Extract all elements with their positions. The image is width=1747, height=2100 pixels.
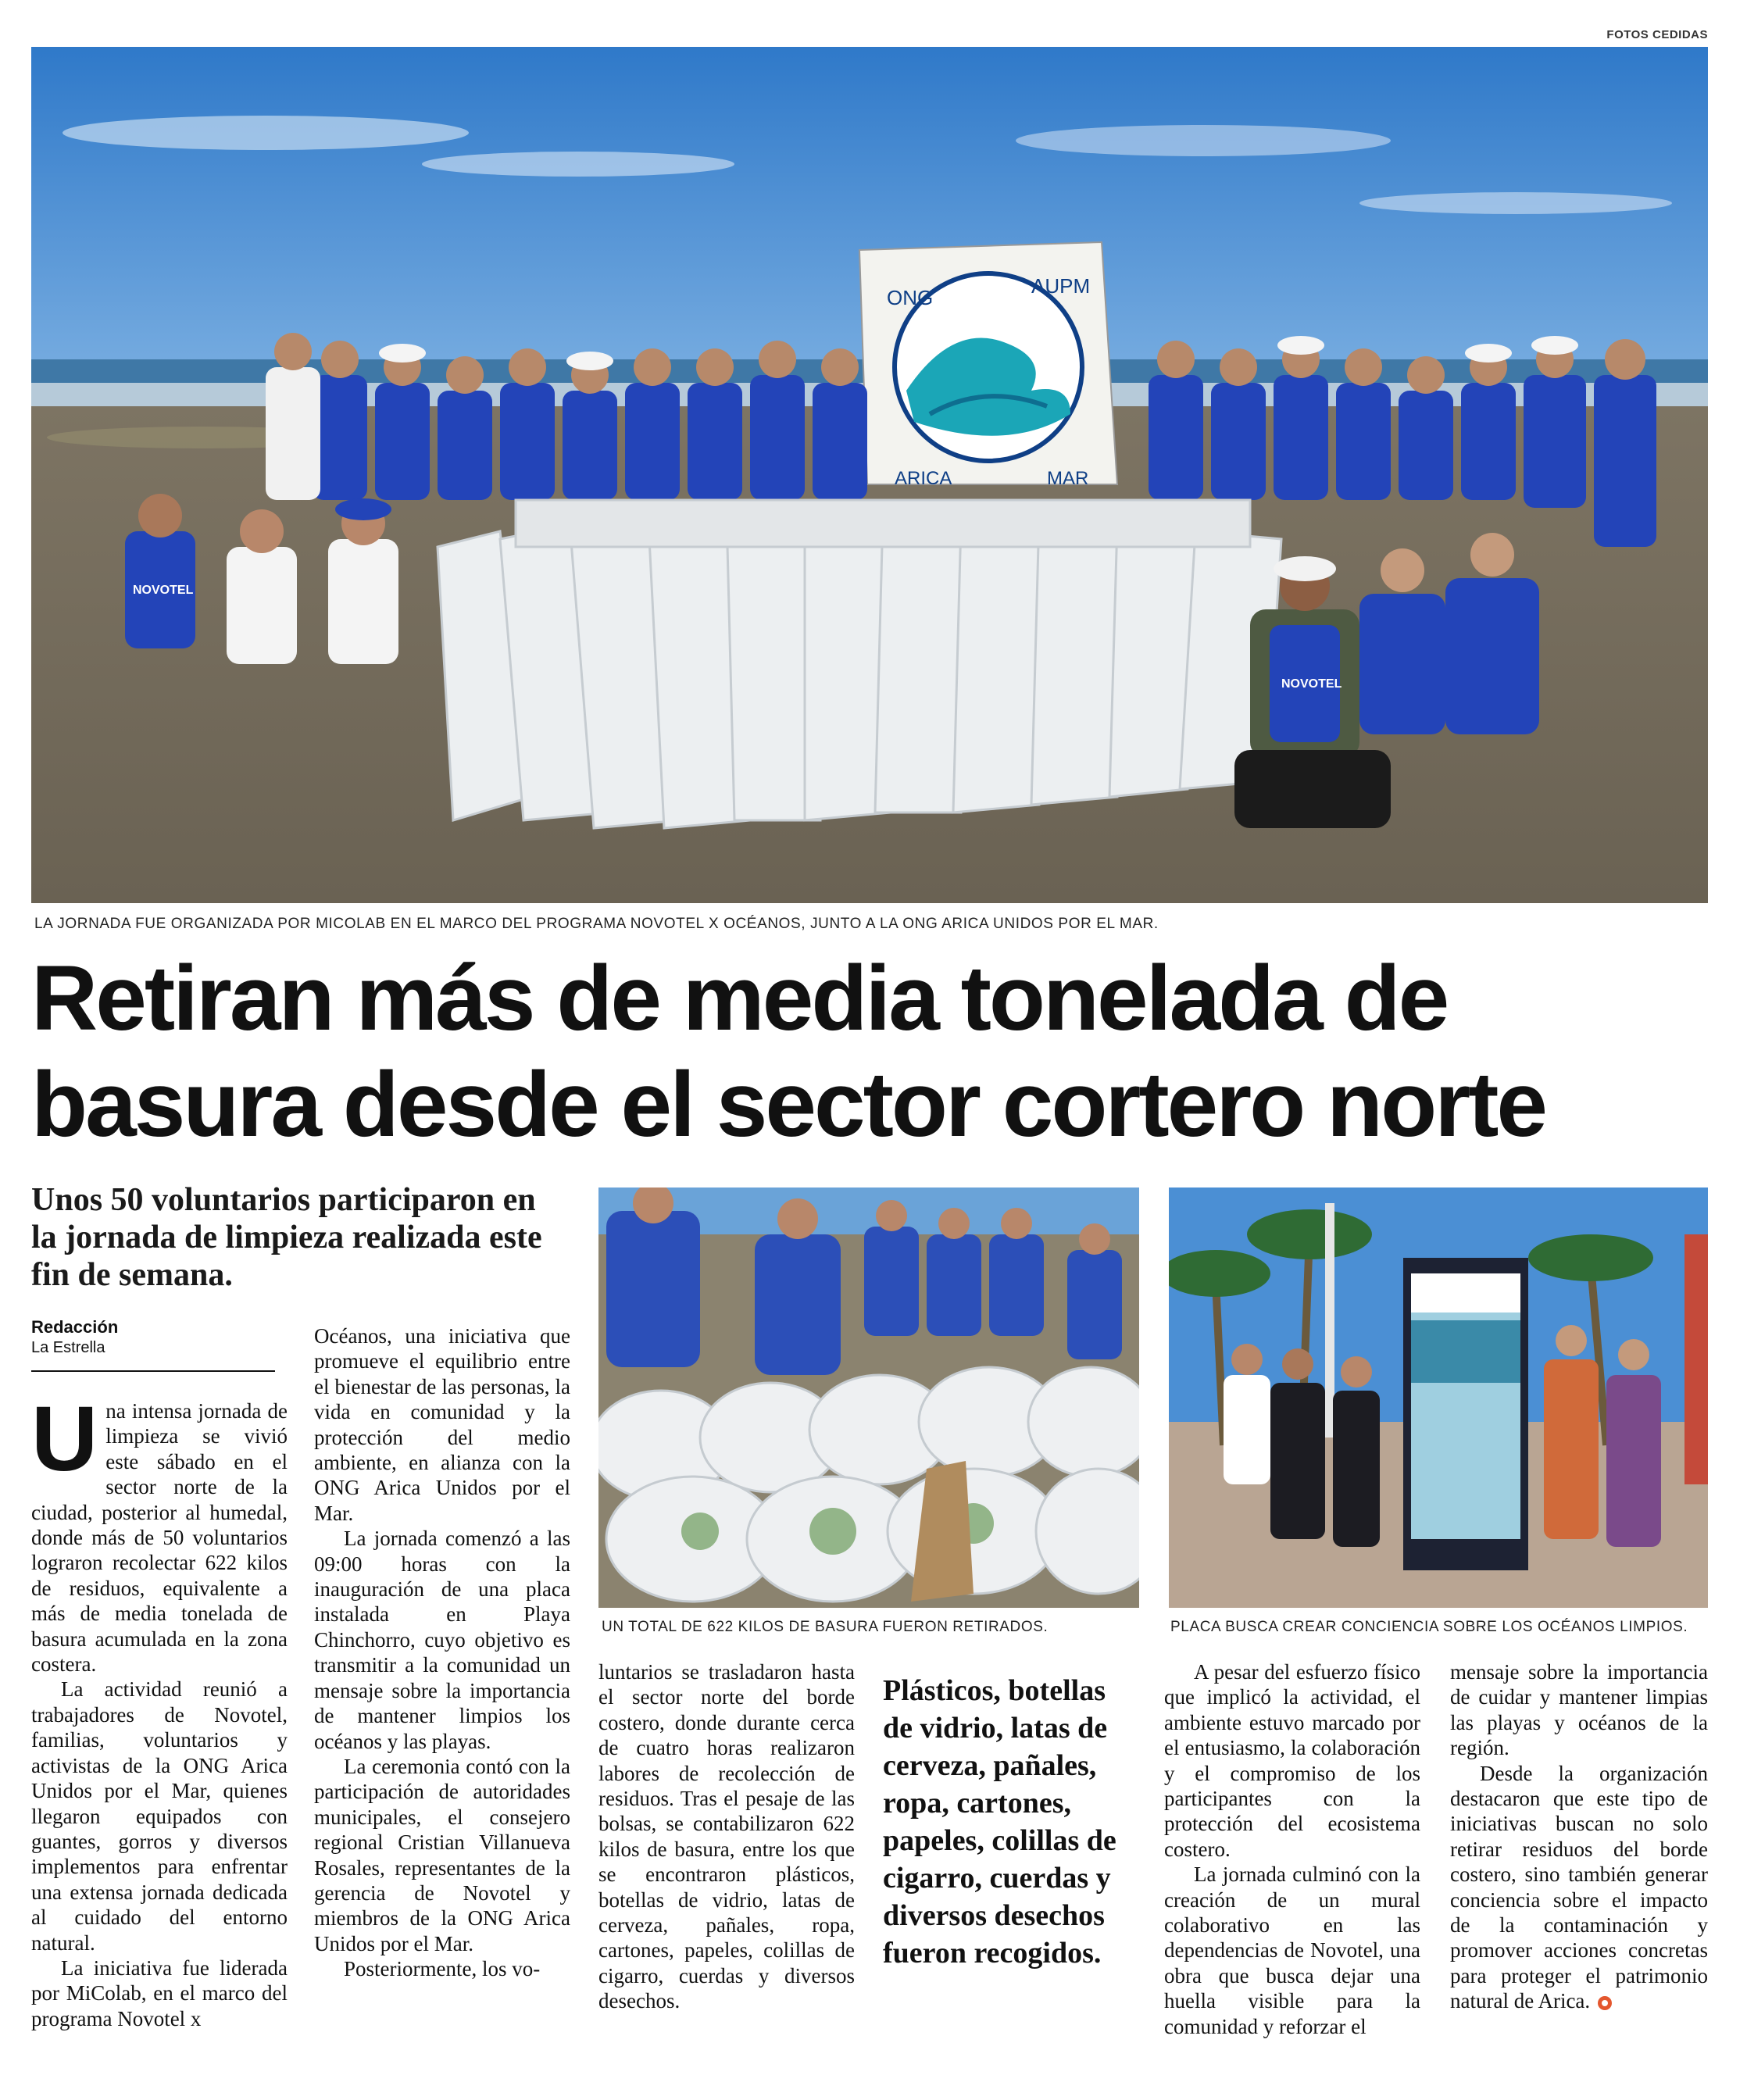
trash-collection-photo xyxy=(598,1188,1139,1608)
svg-text:MAR: MAR xyxy=(1047,468,1089,489)
body-text: na intensa jornada de limpieza se vivió este sábado en el sector norte de la ciudad, posterior al humedal, donde más de 50 voluntarios lograron recolectar 622 kilos de residuos, equivalente a más de media tonelada de basura acumulada en la zona costera. xyxy=(31,1399,288,1677)
body-paragraph: Posteriormente, los vo- xyxy=(344,1957,541,1981)
drop-cap: U xyxy=(31,1388,98,1491)
svg-text:ONG: ONG xyxy=(887,286,934,309)
photo-credit: FOTOS CEDIDAS xyxy=(1606,28,1708,41)
body-column-3 xyxy=(598,1659,855,2014)
headline-line-1: Retiran más de media tonelada de xyxy=(31,947,1448,1050)
pull-quote: Plásticos, botellas de vidrio, latas de cerveza, pañales, ropa, cartones, papeles, colillas de cigarro, cuerdas y diversos desechos fueron recogidos. xyxy=(883,1674,1116,1970)
body-paragraph xyxy=(31,1388,288,1677)
body-paragraph: mensaje sobre la importancia de cuidar y mantener limpias las playas y océanos de la región. xyxy=(1450,1660,1708,1760)
svg-text:AUPM: AUPM xyxy=(1031,274,1091,298)
deck: Unos 50 voluntarios participaron en la jornada de limpieza realizada este fin de semana. xyxy=(31,1182,542,1293)
body-paragraph: Océanos, una iniciativa que promueve el equilibrio entre el bienestar de las personas, la vida en comunidad y la protección del medio ambiente, en alianza con la ONG Arica Unidos por el Mar. xyxy=(314,1324,570,1525)
byline-org: La Estrella xyxy=(31,1339,105,1356)
byline-name: Redacción xyxy=(31,1317,119,1337)
trash-photo-caption: UN TOTAL DE 622 KILOS DE BASURA FUERON RETIRADOS. xyxy=(602,1619,1049,1635)
body-paragraph: luntarios se trasladaron hasta el sector norte del borde costero, donde durante cerca de cuatro horas realizaron labores de recolección de residuos. Tras el pesaje de las bolsas, se contabilizaron 622 kilos de basura, entre los que se encontraron plásticos, botellas de vidrio, latas de cerveza, pañales, ropa, cartones, papeles, colillas de cigarro, cuerdas y diversos desechos. xyxy=(598,1660,855,2013)
trash-bags xyxy=(438,500,1281,828)
svg-text:ARICA: ARICA xyxy=(895,468,952,489)
byline-divider xyxy=(31,1370,275,1372)
body-column-1 xyxy=(31,1388,288,2031)
body-column-4 xyxy=(1164,1659,1420,2039)
body-paragraph xyxy=(1450,1761,1708,2014)
svg-text:NOVOTEL: NOVOTEL xyxy=(133,584,194,597)
body-paragraph: La ceremonia contó con la participación de autoridades municipales, el consejero regional Cristian Villanueva Rosales, representantes de la gerencia de Novotel y miembros de la ONG Arica Unidos por el Mar. xyxy=(314,1754,570,1955)
body-text: Desde la organización destacaron que este tipo de iniciativas buscan no solo retirar residuos del borde costero, sino también generar conciencia sobre el impacto de la contaminación y promover acciones concretas para proteger el patrimonio natural de Arica. xyxy=(1450,1761,1708,2013)
body-column-5 xyxy=(1450,1659,1708,2014)
body-paragraph: La iniciativa fue liderada por MiColab, en el marco del programa Novotel x xyxy=(31,1955,288,2030)
body-column-2 xyxy=(314,1323,570,1982)
body-paragraph: A pesar del esfuerzo físico que implicó la actividad, el ambiente estuvo marcado por el entusiasmo, la colaboración y el compromiso de los participantes con la protección del ecosistema costero. xyxy=(1164,1660,1420,1861)
svg-text:NOVOTEL: NOVOTEL xyxy=(1281,677,1342,691)
body-paragraph: La jornada comenzó a las 09:00 horas con la inauguración de una placa instalada en Playa Chinchorro, cuyo objetivo es transmitir a la comunidad un mensaje sobre la importancia de mantener limpios los océanos y las playas. xyxy=(314,1527,570,1753)
main-photo-caption: LA JORNADA FUE ORGANIZADA POR MICOLAB EN EL MARCO DEL PROGRAMA NOVOTEL X OCÉANOS, JUNTO A LA ONG ARICA UNIDOS POR EL MAR. xyxy=(34,916,1159,932)
body-paragraph: La actividad reunió a trabajadores de Novotel, familias, voluntarios y activistas de la ONG Arica Unidos por el Mar, quienes llegaron equipados con guantes, gorros y diversos implementos para enfrentar una extensa jornada dedicada al cuidado del entorno natural. xyxy=(31,1677,288,1955)
main-photo xyxy=(31,47,1708,903)
body-paragraph: La jornada culminó con la creación de un mural colaborativo en las dependencias de Novotel, una obra que busca dejar una huella visible para la comunidad y reforzar el xyxy=(1164,1862,1420,2038)
ong-banner xyxy=(859,242,1117,489)
headline-line-2: basura desde el sector cortero norte xyxy=(31,1053,1546,1156)
headline xyxy=(31,945,1719,1158)
plaque-photo xyxy=(1169,1188,1708,1608)
plaque-photo-caption: PLACA BUSCA CREAR CONCIENCIA SOBRE LOS OCÉANOS LIMPIOS. xyxy=(1170,1619,1688,1635)
end-of-article-icon xyxy=(1598,1996,1612,2010)
